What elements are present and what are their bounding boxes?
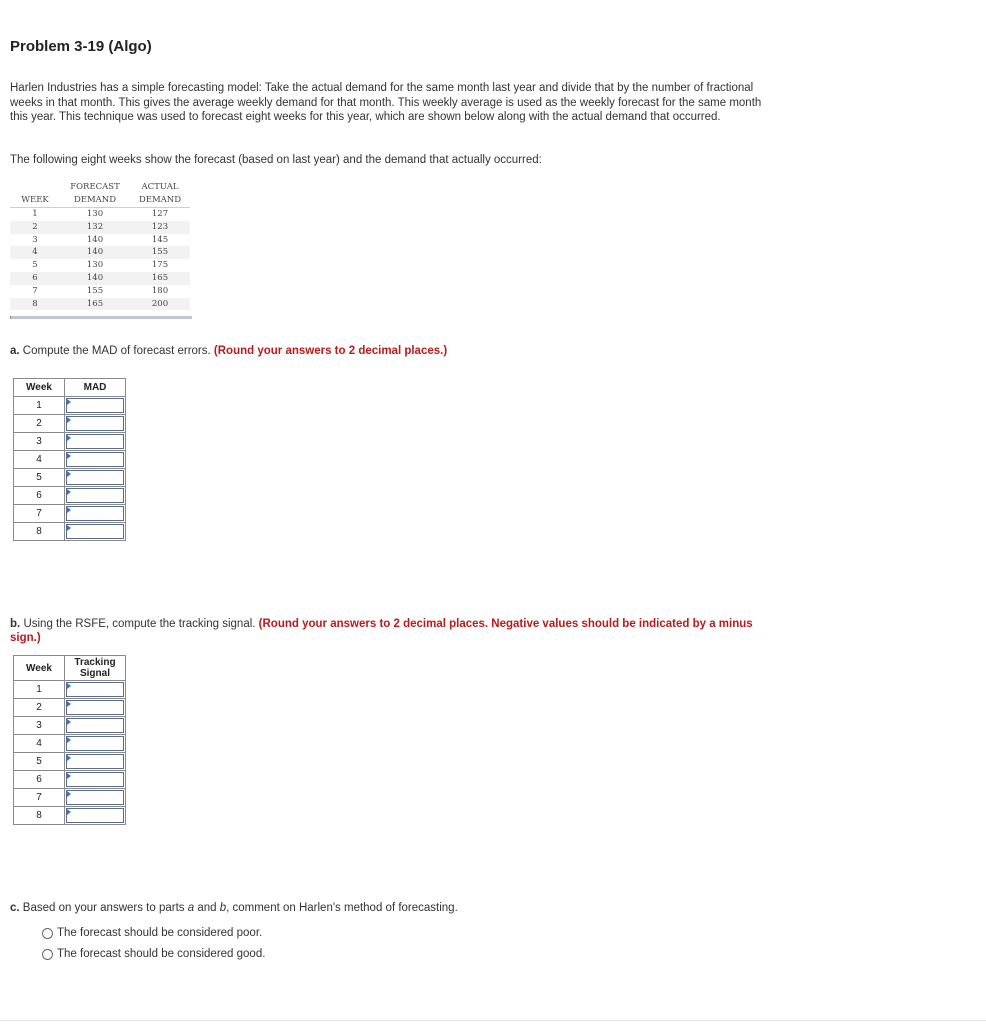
part-c-b-ref: b <box>219 902 227 914</box>
mad-input[interactable] <box>66 434 124 449</box>
data-week-cell: 6 <box>10 272 60 285</box>
option-poor-radio[interactable] <box>42 928 53 939</box>
data-actual-cell: 200 <box>130 298 190 311</box>
input-flag-icon <box>67 471 71 477</box>
mad-row <box>14 487 126 505</box>
data-row <box>10 298 190 311</box>
tracking-signal-row <box>14 753 126 771</box>
part-c-text-before: Based on your answers to parts <box>22 902 188 914</box>
input-flag-icon <box>67 755 71 761</box>
data-forecast-cell: 165 <box>60 298 130 311</box>
data-row <box>10 285 190 298</box>
tracking-signal-input[interactable] <box>66 718 124 733</box>
input-flag-icon <box>67 773 71 779</box>
mad-answer-grid <box>13 378 126 541</box>
tracking-signal-input[interactable] <box>66 772 124 787</box>
data-week-cell: 3 <box>10 234 60 247</box>
data-actual-cell: 145 <box>130 234 190 247</box>
part-c-a-ref: a <box>187 902 195 914</box>
data-row <box>10 259 190 272</box>
mad-row <box>14 469 126 487</box>
option-poor-label: The forecast should be considered poor. <box>57 927 263 939</box>
tracking-signal-input-cell <box>65 789 126 807</box>
tracking-signal-row <box>14 735 126 753</box>
tracking-signal-row <box>14 807 126 825</box>
tracking-signal-input[interactable] <box>66 790 124 805</box>
mad-row <box>14 433 126 451</box>
mad-row <box>14 523 126 541</box>
input-flag-icon <box>67 809 71 815</box>
part-b-text: Using the RSFE, compute the tracking signal. <box>23 618 256 630</box>
mad-week-cell: 4 <box>14 451 65 469</box>
mad-row <box>14 505 126 523</box>
problem-lead: The following eight weeks show the forecast (based on last year) and the demand that actually occurred: <box>10 154 542 166</box>
ts-col-value-line1: Tracking <box>74 657 116 668</box>
header-actual-bottom: DEMAND <box>130 194 190 208</box>
option-good-label: The forecast should be considered good. <box>57 948 266 960</box>
input-flag-icon <box>67 453 71 459</box>
data-week-cell: 8 <box>10 298 60 311</box>
mad-input[interactable] <box>66 452 124 467</box>
tracking-signal-row <box>14 789 126 807</box>
tracking-signal-input[interactable] <box>66 754 124 769</box>
data-row <box>10 221 190 234</box>
mad-row <box>14 415 126 433</box>
input-flag-icon <box>67 701 71 707</box>
part-c-text-mid: and <box>194 902 220 914</box>
header-forecast-bottom: DEMAND <box>60 194 130 208</box>
mad-input-cell <box>65 433 126 451</box>
data-forecast-cell: 155 <box>60 285 130 298</box>
tracking-signal-input-cell <box>65 753 126 771</box>
mad-input[interactable] <box>66 398 124 413</box>
data-week-cell: 2 <box>10 221 60 234</box>
data-actual-cell: 180 <box>130 285 190 298</box>
part-b-instruction: (Round your answers to 2 decimal places. Negative values should be indicated by a minus sign.) <box>10 618 753 644</box>
data-forecast-cell: 130 <box>60 259 130 272</box>
part-b-question <box>10 617 780 645</box>
mad-input-cell <box>65 487 126 505</box>
mad-row <box>14 451 126 469</box>
input-flag-icon <box>67 489 71 495</box>
option-poor[interactable] <box>42 927 262 939</box>
mad-row <box>14 397 126 415</box>
header-blank <box>10 181 60 194</box>
part-b-label: b. <box>10 618 21 630</box>
tracking-signal-row <box>14 717 126 735</box>
problem-title: Problem 3-19 (Algo) <box>10 38 152 55</box>
mad-input-cell <box>65 415 126 433</box>
input-flag-icon <box>67 719 71 725</box>
tracking-signal-answer-grid <box>13 655 126 825</box>
data-week-cell: 1 <box>10 208 60 221</box>
ts-col-week: Week <box>14 656 65 681</box>
mad-input-cell <box>65 505 126 523</box>
tracking-signal-week-cell: 3 <box>14 717 65 735</box>
mad-input-cell <box>65 397 126 415</box>
part-a-text: Compute the MAD of forecast errors. <box>22 345 211 357</box>
tracking-signal-week-cell: 5 <box>14 753 65 771</box>
part-a-instruction: (Round your answers to 2 decimal places.) <box>213 345 448 357</box>
table-bottom-rule <box>10 316 192 319</box>
data-actual-cell: 155 <box>130 246 190 259</box>
data-actual-cell: 127 <box>130 208 190 221</box>
data-row <box>10 208 190 221</box>
header-week: WEEK <box>10 194 60 208</box>
mad-input[interactable] <box>66 416 124 431</box>
data-row <box>10 246 190 259</box>
mad-week-cell: 5 <box>14 469 65 487</box>
input-flag-icon <box>67 417 71 423</box>
mad-week-cell: 3 <box>14 433 65 451</box>
tracking-signal-week-cell: 1 <box>14 681 65 699</box>
demand-data-table <box>10 181 190 310</box>
data-forecast-cell: 130 <box>60 208 130 221</box>
mad-week-cell: 7 <box>14 505 65 523</box>
tracking-signal-week-cell: 8 <box>14 807 65 825</box>
input-flag-icon <box>67 507 71 513</box>
mad-week-cell: 6 <box>14 487 65 505</box>
data-row <box>10 234 190 247</box>
data-actual-cell: 123 <box>130 221 190 234</box>
mad-input[interactable] <box>66 470 124 485</box>
tracking-signal-input-cell <box>65 681 126 699</box>
input-flag-icon <box>67 683 71 689</box>
data-week-cell: 4 <box>10 246 60 259</box>
input-flag-icon <box>67 399 71 405</box>
mad-col-value: MAD <box>65 379 126 397</box>
mad-input-cell <box>65 469 126 487</box>
tracking-signal-input[interactable] <box>66 736 124 751</box>
tracking-signal-week-cell: 2 <box>14 699 65 717</box>
mad-input[interactable] <box>66 506 124 521</box>
tracking-signal-input[interactable] <box>66 700 124 715</box>
page-bottom-rule <box>0 1020 986 1021</box>
tracking-signal-week-cell: 7 <box>14 789 65 807</box>
mad-input[interactable] <box>66 524 124 539</box>
input-flag-icon <box>67 791 71 797</box>
data-actual-cell: 165 <box>130 272 190 285</box>
ts-col-value-line2: Signal <box>79 668 110 679</box>
data-forecast-cell: 132 <box>60 221 130 234</box>
mad-input[interactable] <box>66 488 124 503</box>
mad-week-cell: 2 <box>14 415 65 433</box>
tracking-signal-row <box>14 681 126 699</box>
tracking-signal-row <box>14 699 126 717</box>
data-actual-cell: 175 <box>130 259 190 272</box>
tracking-signal-week-cell: 6 <box>14 771 65 789</box>
mad-week-cell: 1 <box>14 397 65 415</box>
input-flag-icon <box>67 737 71 743</box>
data-row <box>10 272 190 285</box>
mad-input-cell <box>65 523 126 541</box>
header-forecast-top: FORECAST <box>60 181 130 194</box>
tracking-signal-week-cell: 4 <box>14 735 65 753</box>
data-forecast-cell: 140 <box>60 246 130 259</box>
option-good[interactable] <box>42 948 265 960</box>
tracking-signal-input[interactable] <box>66 808 124 823</box>
tracking-signal-input-cell <box>65 699 126 717</box>
tracking-signal-input[interactable] <box>66 682 124 697</box>
data-forecast-cell: 140 <box>60 234 130 247</box>
part-a-label: a. <box>10 345 20 357</box>
mad-col-week: Week <box>14 379 65 397</box>
tracking-signal-input-cell <box>65 717 126 735</box>
tracking-signal-input-cell <box>65 771 126 789</box>
tracking-signal-input-cell <box>65 807 126 825</box>
mad-input-cell <box>65 451 126 469</box>
part-a-question <box>10 344 780 358</box>
part-c-label: c. <box>10 902 20 914</box>
tracking-signal-row <box>14 771 126 789</box>
part-c-question <box>10 901 780 915</box>
header-actual-top: ACTUAL <box>130 181 190 194</box>
problem-intro: Harlen Industries has a simple forecasting model: Take the actual demand for the same month last year and divide that by the number of fractional weeks in that month. This gives the average weekly demand for that month. This weekly average is used as the weekly forecast for the same month this year. This technique was used to forecast eight weeks for this year, which are shown below along with the actual demand that occurred. <box>10 82 762 124</box>
data-forecast-cell: 140 <box>60 272 130 285</box>
input-flag-icon <box>67 525 71 531</box>
tracking-signal-input-cell <box>65 735 126 753</box>
ts-col-value <box>65 656 126 681</box>
option-good-radio[interactable] <box>42 949 53 960</box>
part-c-text-after: , comment on Harlen's method of forecasting. <box>226 902 458 914</box>
mad-week-cell: 8 <box>14 523 65 541</box>
data-week-cell: 7 <box>10 285 60 298</box>
input-flag-icon <box>67 435 71 441</box>
data-week-cell: 5 <box>10 259 60 272</box>
